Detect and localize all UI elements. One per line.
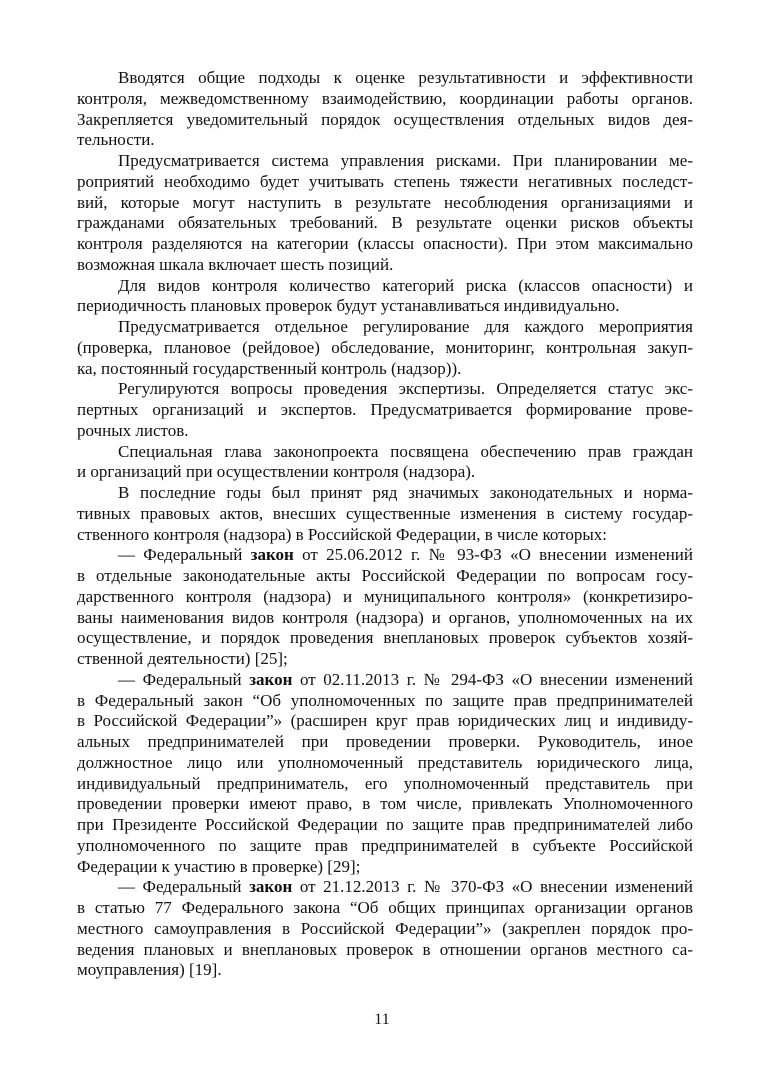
text-segment: от 21.12.2013 г. № 370-ФЗ «О внесении изменений bbox=[292, 877, 693, 897]
text-line: ственной деятельности) [25]; bbox=[77, 649, 288, 668]
bold-term: закон bbox=[249, 669, 293, 689]
text-line: дарственного контроля (надзора) и муниципального контроля» (конкретизиро- bbox=[77, 586, 693, 606]
text-segment: от 02.11.2013 г. № 294-ФЗ «О внесении изменений bbox=[292, 669, 694, 689]
text-line: возможная шкала включает шесть позиций. bbox=[77, 254, 394, 274]
text-line: при Президенте Российской Федерации по защите прав предпринимателей либо bbox=[77, 815, 693, 834]
text-line: и организаций при осуществлении контроля (надзора). bbox=[77, 462, 476, 482]
paragraph bbox=[77, 317, 693, 379]
text-line: роприятий необходимо будет учитывать степень тяжести негативных последст- bbox=[77, 171, 693, 191]
paragraph bbox=[77, 276, 693, 318]
paragraph bbox=[77, 670, 693, 878]
text-line: (проверка, плановое (рейдовое) обследование, мониторинг, контрольная закуп- bbox=[77, 337, 693, 357]
text-line: ваны наименования видов контроля (надзора) и органов, уполномоченных на их bbox=[77, 607, 693, 627]
text-line: ственного контроля (надзора) в Российской Федерации, в числе которых: bbox=[77, 524, 607, 544]
paragraph bbox=[77, 483, 693, 545]
text-line: тельности. bbox=[77, 130, 155, 150]
text-line: в статью 77 Федерального закона “Об общих принципах организации органов bbox=[77, 898, 693, 917]
text-segment: — Федеральный bbox=[118, 545, 251, 565]
text-line bbox=[77, 670, 693, 691]
text-line bbox=[77, 877, 693, 898]
bold-term: закон bbox=[250, 545, 294, 565]
text-line: осуществление, и порядок проведения внеплановых проверок субъектов хозяй- bbox=[77, 628, 693, 648]
paragraph bbox=[77, 68, 693, 151]
text-line: Предусматривается отдельное регулирование для каждого мероприятия bbox=[118, 317, 693, 336]
text-line: в Федеральный закон “Об уполномоченных по защите прав предпринимателей bbox=[77, 690, 693, 710]
text-line: периодичность плановых проверок будут устанавливаться индивидуально. bbox=[77, 296, 620, 316]
text-line: индивидуальный предприниматель, его уполномоченный представитель при bbox=[77, 773, 693, 793]
text-segment: — Федеральный bbox=[118, 877, 250, 897]
text-line: контроля разделяются на категории (классы опасности). При этом максимально bbox=[77, 234, 693, 253]
paragraph bbox=[77, 442, 693, 484]
text-segment: от 25.06.2012 г. № 93-ФЗ «О внесении изменений bbox=[293, 545, 693, 565]
text-line: проведении проверки имеют право, в том числе, привлекать Уполномоченного bbox=[77, 794, 693, 814]
text-line: моуправления) [19]. bbox=[77, 960, 222, 980]
page-number: 11 bbox=[374, 1011, 390, 1028]
paragraph bbox=[77, 379, 693, 441]
paragraph bbox=[77, 545, 693, 670]
text-line: Для видов контроля количество категорий риска (классов опасности) и bbox=[118, 275, 693, 295]
text-line: альных предпринимателей при проведении проверки. Руководитель, иное bbox=[77, 732, 693, 751]
text-line: контроля, межведомственному взаимодействию, координации работы органов. bbox=[77, 88, 693, 108]
text-line: Предусматривается система управления рисками. При планировании ме- bbox=[118, 151, 693, 170]
text-line: вий, которые могут наступить в результате несоблюдения организациями и bbox=[77, 192, 693, 212]
text-line: рочных листов. bbox=[77, 420, 189, 440]
text-line: Федерации к участию в проверке) [29]; bbox=[77, 856, 361, 876]
text-line: тивных правовых актов, внесших существенные изменения в систему государ- bbox=[77, 503, 693, 523]
text-line: Закрепляется уведомительный порядок осуществления отдельных видов дея- bbox=[77, 109, 693, 129]
text-line: ведения плановых и внеплановых проверок в отношении органов местного са- bbox=[77, 939, 693, 959]
text-line: ка, постоянный государственный контроль (надзор)). bbox=[77, 358, 462, 378]
text-line: Специальная глава законопроекта посвящена обеспечению прав граждан bbox=[118, 441, 693, 461]
text-line: Вводятся общие подходы к оценке результативности и эффективности bbox=[118, 68, 693, 87]
text-line: Регулируются вопросы проведения экспертизы. Определяется статус экс- bbox=[118, 379, 693, 399]
paragraph bbox=[77, 151, 693, 276]
text-line: В последние годы был принят ряд значимых законодательных и норма- bbox=[118, 483, 693, 502]
text-line: пертных организаций и экспертов. Предусматривается формирование прове- bbox=[77, 400, 693, 419]
text-line: в Российской Федерации”» (расширен круг прав юридических лиц и индивиду- bbox=[77, 711, 693, 731]
text-line: должностное лицо или уполномоченный представитель юридического лица, bbox=[77, 752, 693, 772]
bold-term: закон bbox=[249, 877, 293, 897]
document-body bbox=[77, 68, 693, 981]
text-line: гражданами обязательных требований. В результате оценки рисков объекты bbox=[77, 213, 693, 233]
text-line: в отдельные законодательные акты Российской Федерации по вопросам госу- bbox=[77, 566, 693, 585]
text-segment: — Федеральный bbox=[118, 669, 250, 689]
paragraph bbox=[77, 877, 693, 981]
text-line bbox=[77, 545, 693, 566]
text-line: местного самоуправления в Российской Федерации”» (закреплен порядок про- bbox=[77, 918, 693, 938]
text-line: уполномоченного по защите прав предпринимателей в субъекте Российской bbox=[77, 835, 693, 855]
